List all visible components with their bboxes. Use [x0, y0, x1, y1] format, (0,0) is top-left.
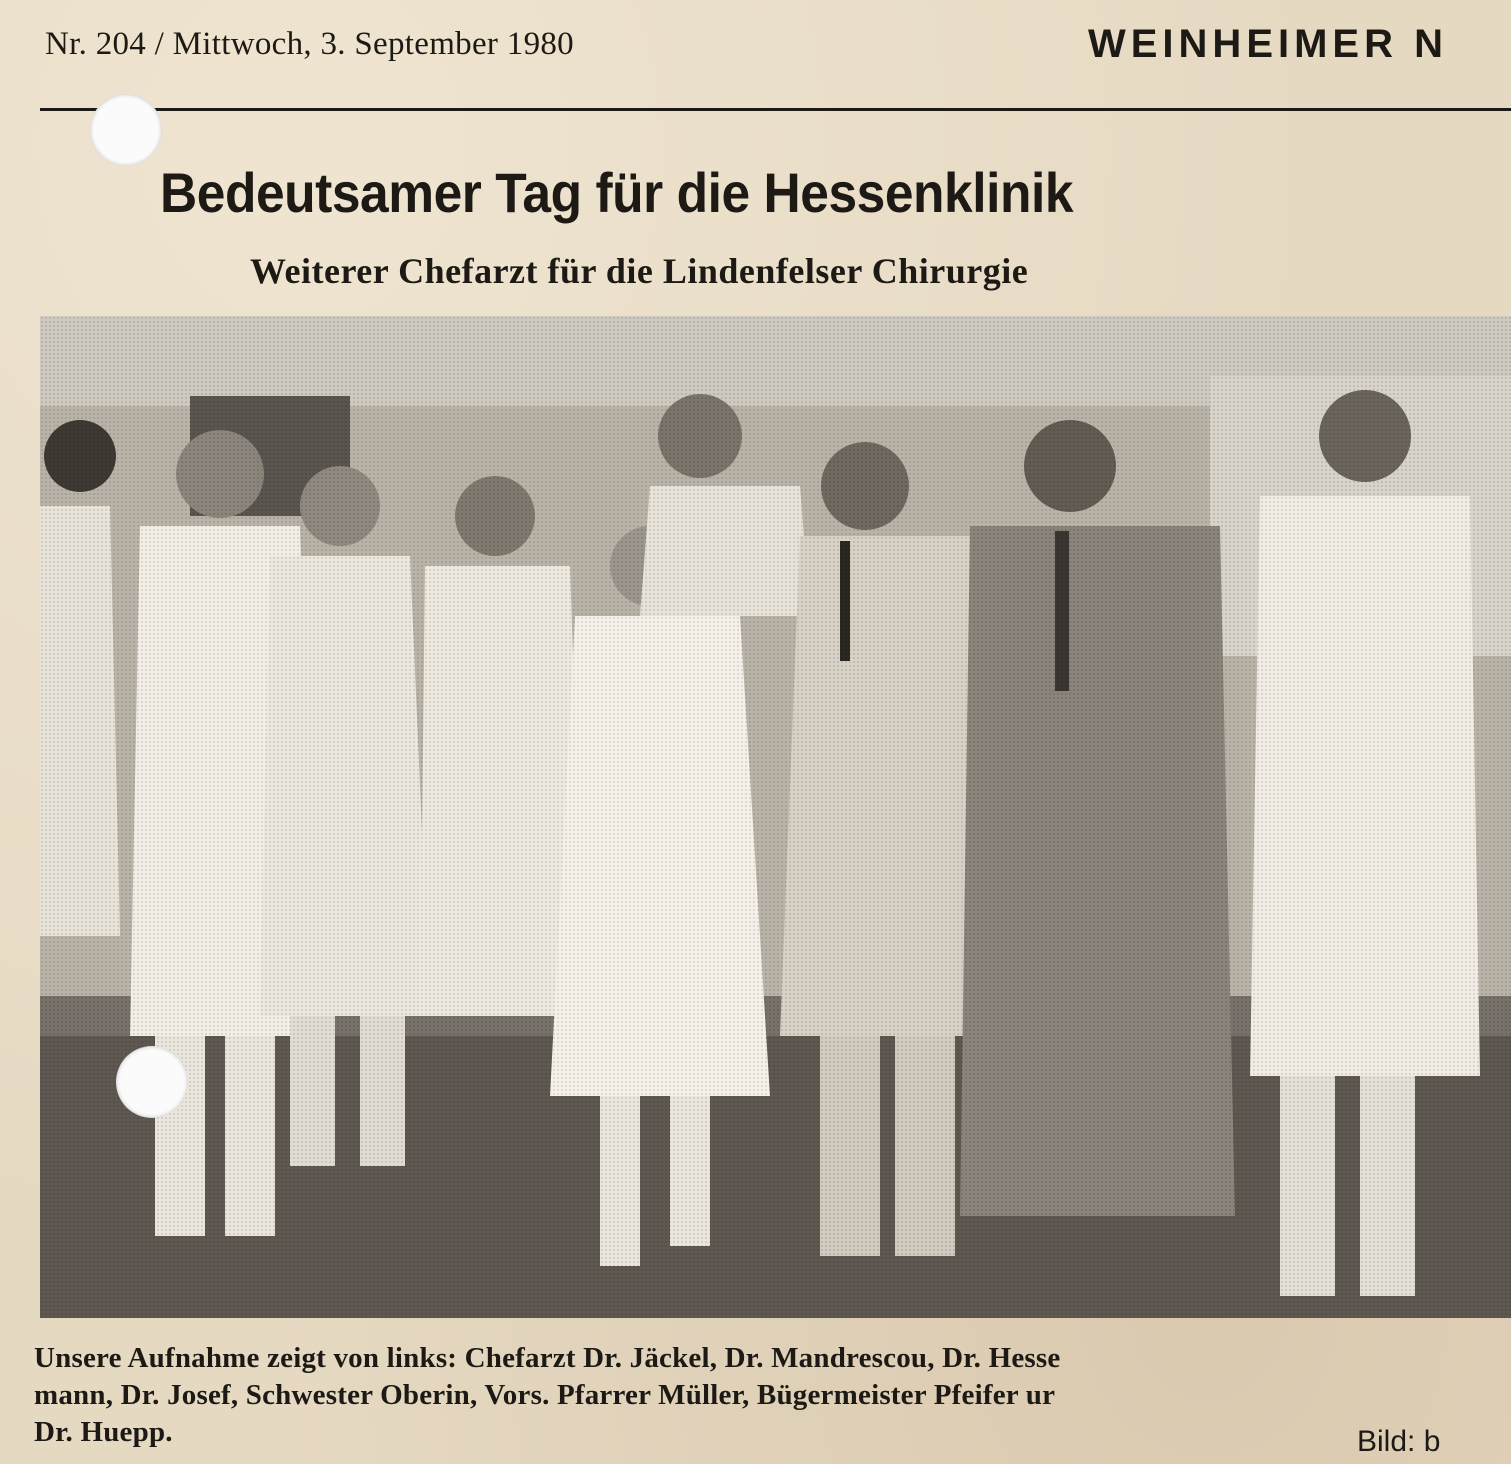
photo-caption: [34, 1340, 1474, 1451]
caption-line-1: Unsere Aufnahme zeigt von links: Chefarzt Dr. Jäckel, Dr. Mandrescou, Dr. Hesse: [34, 1342, 1061, 1374]
group-photo-illustration: [40, 316, 1511, 1318]
caption-line-3: Dr. Huepp.: [34, 1416, 173, 1448]
caption-line-2: mann, Dr. Josef, Schwester Oberin, Vors. Pfarrer Müller, Bügermeister Pfeifer ur: [34, 1379, 1056, 1411]
article-subheadline: Weiterer Chefarzt für die Lindenfelser Chirurgie: [250, 251, 1029, 291]
photo-credit: Bild: b: [1357, 1425, 1441, 1458]
punch-hole-bottom: [116, 1046, 188, 1118]
issue-date-line: Nr. 204 / Mittwoch, 3. September 1980: [45, 26, 574, 62]
article-headline: Bedeutsamer Tag für die Hessenklinik: [160, 161, 1074, 224]
newspaper-masthead: WEINHEIMER N: [1088, 22, 1448, 66]
header-rule: [40, 108, 1511, 111]
group-photo: [40, 316, 1511, 1318]
punch-hole-top: [90, 94, 162, 166]
